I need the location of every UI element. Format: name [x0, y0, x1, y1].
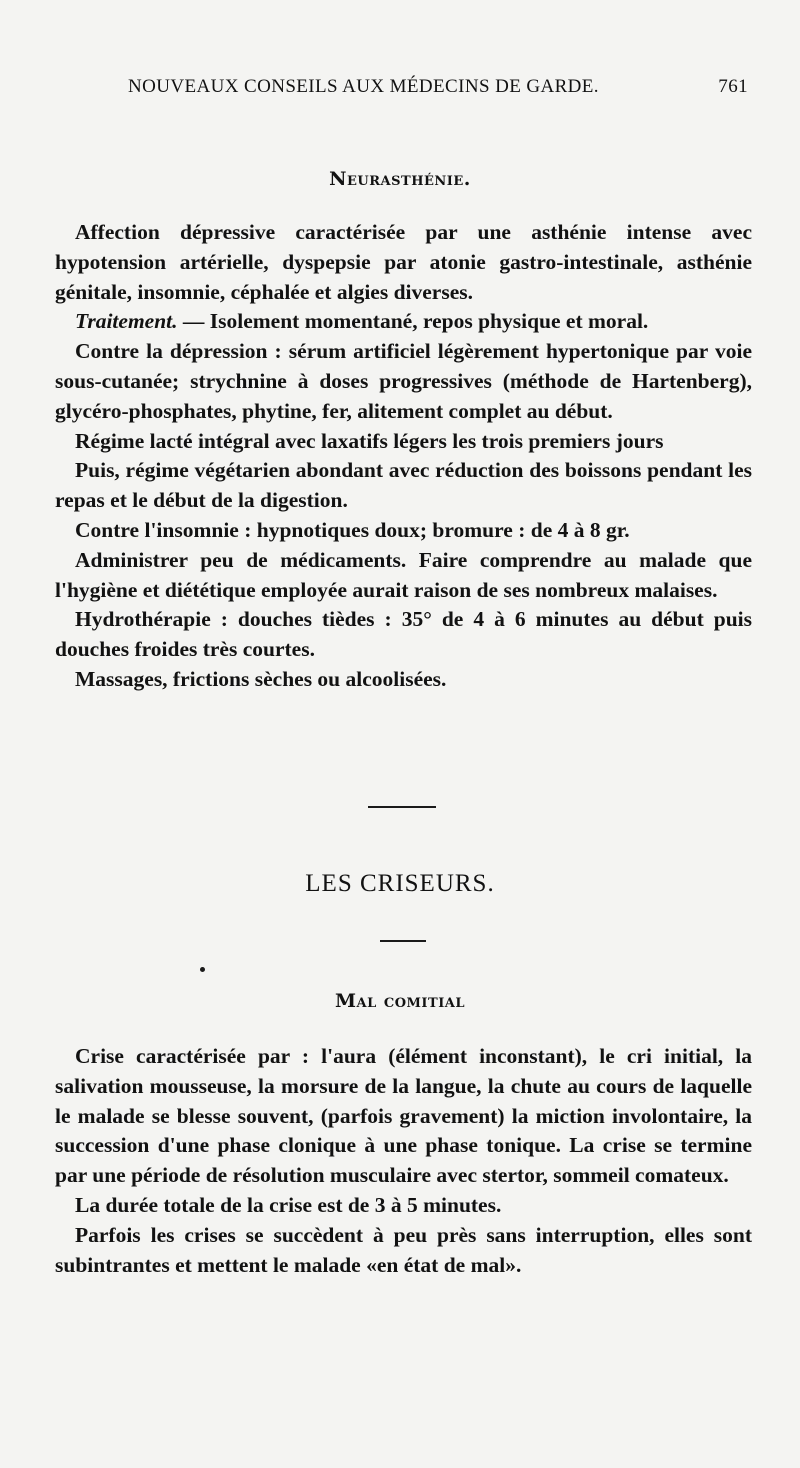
title-underline: [380, 940, 426, 942]
paragraph: Massages, frictions sèches ou alcoolisées.: [75, 666, 447, 691]
paragraph: Contre l'insomnie : hypnotiques doux; bromure : de 4 à 8 gr.: [75, 517, 630, 542]
paragraph: Puis, régime végétarien abondant avec réduction des boissons pendant les repas et le début de la digestion.: [55, 458, 752, 513]
section-title-neurasthenie: Neurasthénie.: [329, 168, 471, 190]
paragraph: Régime lacté intégral avec laxatifs légers les trois premiers jours: [75, 428, 664, 453]
section-body-mal-comitial: [55, 1042, 752, 1280]
page-number: 761: [718, 76, 748, 97]
treatment-text: — Isolement momentané, repos physique et moral.: [177, 309, 649, 334]
paragraph: Affection dépressive caractérisée par une asthénie intense avec hypotension artérielle, dyspepsie par atonie gastro-intestinale, asthénie génitale, insomnie, céphalée et algies diverses.: [55, 220, 752, 304]
paragraph: Administrer peu de médicaments. Faire comprendre au malade que l'hygiène et diététique employée aurait raison de ses nombreux malaises.: [55, 547, 752, 602]
paragraph: La durée totale de la crise est de 3 à 5 minutes.: [75, 1192, 502, 1217]
running-title: NOUVEAUX CONSEILS AUX MÉDECINS DE GARDE.: [128, 76, 599, 97]
treatment-label: Traitement.: [75, 309, 178, 334]
paragraph: Crise caractérisée par : l'aura (élément inconstant), le cri initial, la salivation mousseuse, la morsure de la langue, la chute au cours de laquelle le malade se blesse souvent, (parfois gravement) la miction involontaire, la succession d'une phase clonique à une phase tonique. La crise se termine par une période de résolution musculaire avec stertor, sommeil comateux.: [55, 1044, 752, 1188]
section-title-mal-comitial: Mal comitial: [335, 990, 465, 1012]
paragraph-treatment: [55, 307, 752, 337]
chapter-title-criseurs: LES CRISEURS.: [305, 870, 495, 897]
section-body-neurasthenie: [55, 218, 752, 695]
section-divider: [368, 806, 436, 808]
paragraph: Parfois les crises se succèdent à peu près sans interruption, elles sont subintrantes et mettent le malade «en état de mal».: [55, 1222, 752, 1277]
paragraph: Contre la dépression : sérum artificiel légèrement hypertonique par voie sous-cutanée; strychnine à doses progressives (méthode de Hartenberg), glycéro-phosphates, phytine, fer, alitement complet au début.: [55, 339, 752, 423]
page-header: [58, 72, 748, 104]
paragraph: Hydrothérapie : douches tièdes : 35° de 4 à 6 minutes au début puis douches froides très courtes.: [55, 607, 752, 662]
ink-dot: [200, 967, 205, 972]
